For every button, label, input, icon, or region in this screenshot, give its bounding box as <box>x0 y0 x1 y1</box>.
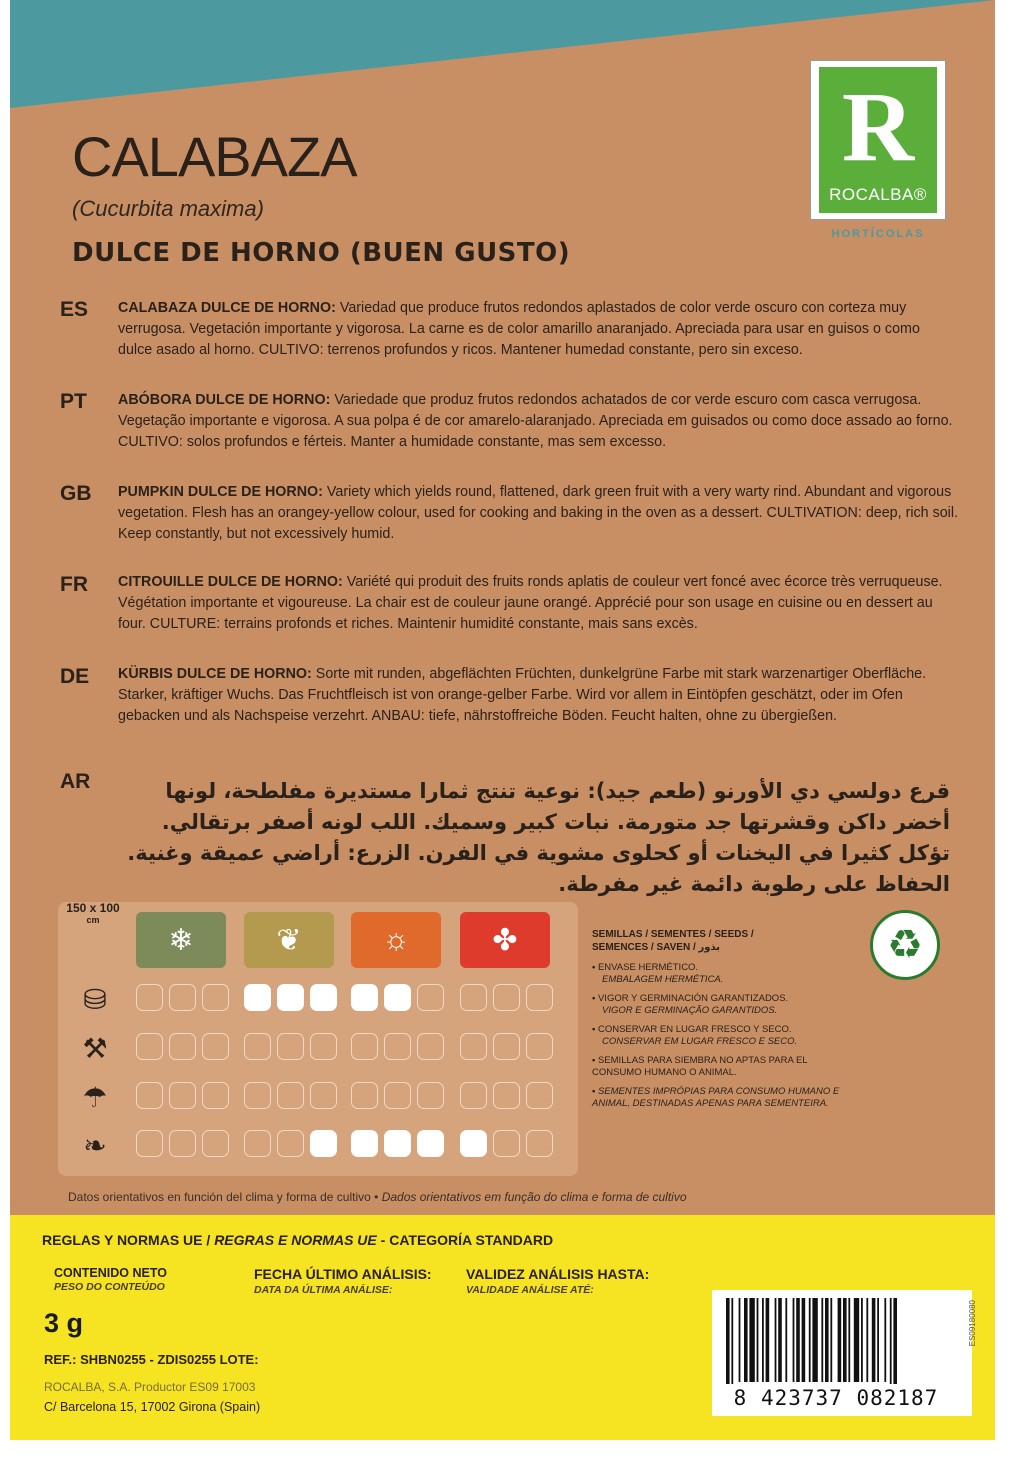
description-pt <box>118 390 958 453</box>
calendar-month-cell <box>526 1130 553 1157</box>
barcode-bar <box>877 1298 879 1382</box>
barcode-bar <box>861 1298 863 1382</box>
sowing-seedbed-icon: ⛁ <box>83 984 107 1015</box>
calendar-disclaimer: Datos orientativos en función del clima y forma de cultivo • Dados orientativos em função do clima e forma de cultivo <box>68 1190 687 1204</box>
calendar-month-cell <box>460 1082 487 1109</box>
calendar-month-cell <box>169 1082 196 1109</box>
calendar-month-cell <box>493 1130 520 1157</box>
lang-code-es: ES <box>60 298 89 321</box>
producer-info: ROCALBA, S.A. Productor ES09 17003 <box>44 1380 256 1394</box>
calendar-month-cell <box>526 1082 553 1109</box>
seeds-info-item: • SEMENTES IMPRÓPIAS PARA CONSUMO HUMANO E ANIMAL, DESTINADAS APENAS PARA SEMENTEIRA. <box>592 1086 852 1110</box>
calendar-month-cell <box>310 1130 337 1157</box>
recycle-icon: ♻ <box>870 910 940 980</box>
calendar-month-cell <box>244 1130 271 1157</box>
calendar-month-cell <box>277 1033 304 1060</box>
barcode-bar <box>812 1298 817 1382</box>
description-lead: PUMPKIN DULCE DE HORNO: <box>118 484 323 500</box>
barcode <box>712 1290 972 1416</box>
calendar-month-cell <box>244 984 271 1011</box>
calendar-month-cell <box>310 1033 337 1060</box>
barcode-bar <box>809 1298 811 1382</box>
barcode-bar <box>830 1298 832 1382</box>
calendar-month-cell <box>136 1130 163 1157</box>
barcode-bar <box>872 1298 876 1382</box>
logo-letter: R <box>841 71 915 182</box>
calendar-month-cell <box>202 1033 229 1060</box>
description-de <box>118 664 958 727</box>
calendar-month-cell <box>526 1033 553 1060</box>
harvest-icon: ❧ <box>83 1130 107 1161</box>
barcode-number: 8 423737 082187 <box>733 1386 939 1410</box>
barcode-bar <box>802 1298 806 1382</box>
validity-label: VALIDEZ ANÁLISIS HASTA: <box>466 1266 650 1282</box>
calendar-month-cell <box>384 984 411 1011</box>
description-fr <box>118 572 958 635</box>
description-text: Variété qui produit des fruits ronds aplatis de couleur vert foncé avec écorce très verruqueuse. Végétation importante et vigoureuse. La chair est de couleur jaune orangé. Apprécié pour son usage en cuisine ou en dessert au four. CULTURE: terrains profonds et riches. Maintenir humidité constante, mais sans excès. <box>118 574 943 632</box>
calendar-month-cell <box>417 984 444 1011</box>
rocalba-logo <box>810 60 946 220</box>
description-ar: قرع دولسي دي الأورنو (طعم جيد): نوعية تنتج ثمارا مستديرة مفلطحة، لونها أخضر داكن وقشرتها جد متورمة. نبات كبير وسميك. اللب لونه أصفر برتقالي. تؤكل كثيرا في اليخنات أو كحلوى مشوية في الفرن. الزرع: أراضي عميقة وغنية. الحفاظ على رطوبة دائمة غير مفرطة. <box>127 779 950 896</box>
leaf-icon: ❦ <box>244 912 334 968</box>
barcode-bar <box>866 1298 868 1382</box>
calendar-month-cell <box>417 1082 444 1109</box>
description-text: Sorte mit runden, abgeflächten Früchten, dunkelgrüne Farbe mit stark warzenartiger Oberfläche. Starker, kräftiger Wuchs. Das Fruchtfleisch ist von orange-gelber Farbe. Wird vor allem in Eintöpfen geschätzt, oder im Ofen gebacken und als Nachspeise verzehrt. ANBAU: tiefe, nährstoffreiche Böden. Feucht halten, ohne zu übergießen. <box>118 666 927 724</box>
lang-code-pt: PT <box>60 390 87 413</box>
latin-name: (Cucurbita maxima) <box>72 196 264 221</box>
description-lead: CALABAZA DULCE DE HORNO: <box>118 300 336 316</box>
last-analysis-label-pt: DATA DA ÚLTIMA ANÁLISE: <box>254 1284 393 1296</box>
calendar-month-cell <box>493 1082 520 1109</box>
barcode-bar <box>744 1298 748 1382</box>
calendar-month-cell <box>202 1082 229 1109</box>
barcode-bar <box>766 1298 770 1382</box>
calendar-month-cell <box>277 1082 304 1109</box>
calendar-month-cell <box>169 1033 196 1060</box>
product-title: CALABAZA <box>72 125 357 188</box>
calendar-month-cell <box>351 1082 378 1109</box>
calendar-month-cell <box>310 1082 337 1109</box>
validity-label-pt: VALIDADE ANÁLISE ATÉ: <box>466 1284 594 1296</box>
net-content-label-pt: PESO DO CONTEÚDO <box>54 1281 165 1293</box>
barcode-bar <box>726 1298 730 1384</box>
calendar-month-cell <box>460 1033 487 1060</box>
barcode-bar <box>793 1298 795 1382</box>
description-text: Variedad que produce frutos redondos aplastados de color verde oscuro con corteza muy verrugosa. Vegetación importante y vigorosa. La carne es de color amarillo anaranjado. Apreciada para usar en guisos o como dulce asado al horno. CULTIVO: terrenos profundos y ricos. Mantener humedad constante, pero sin exceso. <box>118 300 920 358</box>
calendar-month-cell <box>417 1033 444 1060</box>
calendar-month-cell <box>526 984 553 1011</box>
barcode-bar <box>785 1298 787 1382</box>
lang-code-de: DE <box>60 665 90 688</box>
description-lead: CITROUILLE DULCE DE HORNO: <box>118 574 343 590</box>
barcode-bar <box>739 1298 741 1382</box>
reference-lot: REF.: SHBN0255 - ZDIS0255 LOTE: <box>44 1352 259 1367</box>
barcode-bar <box>731 1298 733 1384</box>
calendar-month-cell <box>136 1082 163 1109</box>
calendar-month-cell <box>384 1033 411 1060</box>
barcode-bar <box>757 1298 759 1382</box>
barcode-bar <box>825 1298 829 1382</box>
lang-code-gb: GB <box>60 482 92 505</box>
plant-spacing-value: 150 x 100 <box>66 901 120 915</box>
barcode-bars <box>720 1298 964 1384</box>
logo-subtitle: HORTÍCOLAS <box>831 228 925 240</box>
seeds-info-item: • CONSERVAR EN LUGAR FRESCO Y SECO. CONSERVAR EM LUGAR FRESCO E SECO. <box>592 1024 852 1048</box>
calendar-month-cell <box>351 984 378 1011</box>
barcode-bar <box>890 1298 892 1384</box>
barcode-bar <box>848 1298 850 1382</box>
last-analysis-label: FECHA ÚLTIMO ANÁLISIS: <box>254 1266 432 1282</box>
seeds-info-item: • SEMILLAS PARA SIEMBRA NO APTAS PARA EL CONSUMO HUMANO O ANIMAL. <box>592 1055 852 1079</box>
calendar-month-cell <box>136 1033 163 1060</box>
calendar-month-cell <box>244 1033 271 1060</box>
eu-rules-line: REGLAS Y NORMAS UE / REGRAS E NORMAS UE - CATEGORÍA STANDARD <box>42 1232 554 1248</box>
calendar-month-cell <box>493 984 520 1011</box>
lang-code-fr: FR <box>60 573 88 596</box>
barcode-bar <box>821 1298 823 1382</box>
barcode-bar <box>796 1298 800 1382</box>
description-gb <box>118 482 958 545</box>
barcode-bar <box>843 1298 847 1382</box>
barcode-bar <box>775 1298 777 1382</box>
producer-address: C/ Barcelona 15, 17002 Girona (Spain) <box>44 1400 261 1414</box>
calendar-month-cell <box>169 984 196 1011</box>
seed-packet <box>10 0 995 1440</box>
calendar-month-cell <box>202 1130 229 1157</box>
calendar-month-cell <box>384 1130 411 1157</box>
calendar-month-cell <box>136 984 163 1011</box>
plant-spacing <box>62 902 124 926</box>
calendar-month-cell <box>351 1033 378 1060</box>
barcode-bar <box>884 1298 886 1382</box>
description-text: Variety which yields round, flattened, dark green fruit with a very warty rind. Abundant and vigorous vegetation. Flesh has an orangey-yellow colour, used for cooking and baking in the oven as a dessert. CULTIVATION: deep, rich soil. Keep constantly, but not excessively humid. <box>118 484 958 542</box>
calendar-month-cell <box>277 984 304 1011</box>
lang-code-ar: AR <box>60 770 91 793</box>
direct-sowing-icon: ⚒ <box>82 1033 108 1064</box>
maple-leaf-icon: ✤ <box>460 912 550 968</box>
sun-icon: ☼ <box>351 912 441 968</box>
seeds-info-item: • ENVASE HERMÉTICO. EMBALAGEM HERMÉTICA. <box>592 962 852 986</box>
barcode-bar <box>762 1298 764 1382</box>
calendar-month-cell <box>277 1130 304 1157</box>
description-es <box>118 298 958 361</box>
net-content-label: CONTENIDO NETO <box>54 1266 167 1280</box>
plant-spacing-unit: cm <box>86 915 100 925</box>
barcode-bar <box>893 1298 897 1384</box>
barcode-side-code: ES09180080 <box>968 1300 977 1347</box>
seeds-heading: SEMILLAS / SEMENTES / SEEDS / SEMENCES / SAVEN / بذور <box>592 929 754 953</box>
calendar-month-cell <box>351 1130 378 1157</box>
seeds-info-list <box>592 962 852 1117</box>
variety-name: DULCE DE HORNO (BUEN GUSTO) <box>72 238 571 268</box>
logo-brand-name: ROCALBA® <box>829 185 927 204</box>
logo-green-panel <box>819 67 937 213</box>
net-content-value: 3 g <box>44 1308 84 1338</box>
snowflake-icon: ❄ <box>136 912 226 968</box>
seeds-info-item: • VIGOR Y GERMINACIÓN GARANTIZADOS. VIGOR E GERMINAÇÃO GARANTIDOS. <box>592 993 852 1017</box>
barcode-bar <box>778 1298 782 1382</box>
calendar-month-cell <box>384 1082 411 1109</box>
calendar-month-cell <box>202 984 229 1011</box>
transplant-icon: ☂ <box>82 1082 108 1113</box>
calendar-month-cell <box>460 984 487 1011</box>
description-lead: KÜRBIS DULCE DE HORNO: <box>118 666 312 682</box>
calendar-month-cell <box>169 1130 196 1157</box>
description-text: Variedade que produz frutos redondos achatados de cor verde escuro com casca verrugosa. Vegetação importante e vigorosa. A sua polpa é de cor amarelo-alaranjado. Apreciada em guisados ou como doce assado ao forno. CULTIVO: solos profundos e férteis. Manter a humidade constante, mas sem excesso. <box>118 392 953 450</box>
barcode-bar <box>749 1298 754 1382</box>
calendar-month-cell <box>493 1033 520 1060</box>
calendar-month-cell <box>310 984 337 1011</box>
calendar-month-cell <box>244 1082 271 1109</box>
barcode-bar <box>854 1298 859 1382</box>
barcode-bar <box>838 1298 842 1382</box>
description-lead: ABÓBORA DULCE DE HORNO: <box>118 392 331 408</box>
calendar-month-cell <box>460 1130 487 1157</box>
calendar-month-cell <box>417 1130 444 1157</box>
